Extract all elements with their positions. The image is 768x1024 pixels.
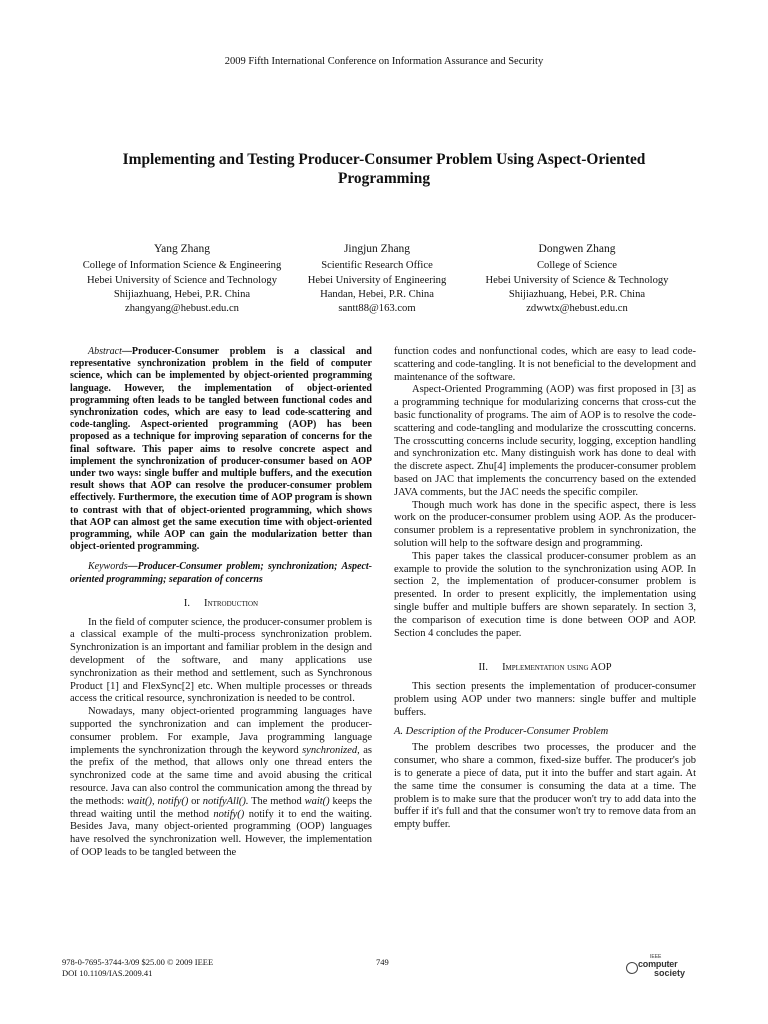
section-title: Implementation using AOP [502, 662, 612, 674]
section-heading-introduction [70, 598, 372, 611]
impl-paragraph-1: This section presents the implementation of producer-consumer problem using AOP under two manners: single buffer and multiple buffers. [394, 681, 696, 718]
author-block [62, 242, 702, 316]
author-email: zhangyang@hebust.edu.cn [125, 303, 239, 315]
logo-icon [626, 962, 638, 974]
logo-text-top: IEEE [650, 954, 662, 960]
text-run: or [188, 795, 203, 807]
keywords-label: Keywords [88, 561, 128, 573]
author-3 [452, 242, 702, 316]
abstract [70, 346, 372, 553]
author-location: Shijiazhuang, Hebei, P.R. China [113, 288, 251, 300]
intro-paragraph-5: This paper takes the classical producer-consumer problem as an example to provide the solution to the synchronization using AOP. In section 2, the implementation of producer-consumer problem is presented. In order to present explicitly, the implementation using single buffer and multiple buffers are shown separately. In section 3, the comparison of execution time is done between OOP and AOP. Section 4 concludes the paper. [394, 550, 696, 639]
paper-title: Implementing and Testing Producer-Consumer Problem Using Aspect-Oriented Programming [122, 151, 646, 187]
intro-paragraph-3: Aspect-Oriented Programming (AOP) was first proposed in [3] as a programming technique for modularizing concerns that cross-cut the basic functionality of programs. The aim of AOP is to resolve the code-scattering and code-tangling and modularize the crosscutting concerns. The crosscutting concerns include security, logging, exception handling and synchronization etc. Many distinguish work has done to deal with the discrete aspect. Zhu[4] implements the producer-consumer problem based on JAC that implements the concurrency based on the extended JAVA comments, but the JAC needs the specific compiler. [394, 384, 696, 498]
page-number: 749 [376, 957, 389, 967]
author-name: Dongwen Zhang [538, 243, 616, 255]
author-email: santt88@163.com [338, 303, 416, 315]
abstract-label: Abstract [88, 346, 122, 357]
keywords [70, 561, 372, 585]
text-run: notify it to end the waiting. Besides Java, many object-oriented programming (OOP) languages have resolved the synchronization well. However, the implementation of OOP leads to be tangled between the [70, 808, 372, 858]
logo-text-line1: computer [638, 959, 678, 969]
conference-header: 2009 Fifth International Conference on Information Assurance and Security [224, 56, 544, 67]
code-method: wait() [304, 795, 330, 807]
code-method: notify() [213, 808, 245, 820]
author-name: Yang Zhang [153, 243, 210, 255]
author-institution: Hebei University of Science and Technology [87, 274, 277, 286]
keywords-text: —Producer-Consumer problem; synchronization; Aspect-oriented programming; separation of concerns [70, 561, 372, 585]
author-location: Shijiazhuang, Hebei, P.R. China [508, 288, 646, 300]
left-column [70, 346, 372, 860]
text-run: The method [248, 795, 305, 807]
footer-isbn: 978-0-7695-3744-3/09 $25.00 © 2009 IEEE [62, 957, 214, 967]
section-number: I. [183, 597, 191, 609]
section-title: Introduction [204, 597, 259, 609]
footer-doi: DOI 10.1109/IAS.2009.41 [62, 968, 153, 978]
author-name: Jingjun Zhang [343, 243, 411, 255]
logo-text-line2: society [654, 968, 686, 978]
code-method: notify() [157, 795, 189, 807]
author-institution: Hebei University of Science & Technology [485, 274, 669, 286]
section-heading-implementation [394, 662, 696, 675]
intro-paragraph-4: Though much work has done in the specific aspect, there is less work on the producer-consumer problem using AOP. As the producer-consumer problem is a representative problem in synchronization, the solution will help to the software design and programming. [394, 499, 696, 549]
section-number: II. [478, 662, 489, 674]
author-location: Handan, Hebei, P.R. China [320, 288, 434, 300]
author-affiliation: College of Science [536, 260, 617, 272]
abstract-text: —Producer-Consumer problem is a classical and representative synchronization problem in the field of computer science, which can be implemented by object-oriented programming language. However, the implementation of object-oriented programming often leads to be tangled between functional codes and synchronization codes, which are easy to lead code-scattering and code-tangling. Aspect-oriented programming (AOP) has been proposed as a technique for improving separation of concerns for the final software. This paper aims to resolve concrete aspect and implement the synchronization of producer-consumer based on AOP under two ways: single buffer and multiple buffers, and the execution result shows that AOP can resolve the producer-consumer problem effectively. Furthermore, the execution time of AOP program is shown to contrast with that of object-oriented programming, which shows that AOP can almost get the same execution time with object-oriented programming, while AOP can gain the modularization better than object-oriented programming. [70, 346, 372, 553]
author-2 [302, 242, 452, 316]
footer-copyright [62, 957, 213, 979]
text-run: keeps the thread waiting until the method [70, 795, 372, 820]
right-column [394, 346, 696, 832]
ieee-computer-society-logo [624, 954, 694, 980]
intro-paragraph-1: In the field of computer science, the producer-consumer problem is a classical example of the multi-process synchronization problem. Synchronization is an important and familiar problem in the design and development of the software, and many applications use synchronization as their method and settlement, such as Synchronous Product [1] and FlexSync[2] etc. When multiple processes or threads access the critical resource, synchronization is needed to be control. [70, 616, 372, 705]
author-email: zdwwtx@hebust.edu.cn [526, 303, 628, 315]
author-1 [62, 242, 302, 316]
text-run: as the prefix of the method, that allows only one thread enters the synchronized code at the same time and avoid abusing the critical resource. Java can also control the communication among the thread by the methods: [70, 744, 372, 807]
subsection-heading: A. Description of the Producer-Consumer Problem [394, 725, 609, 737]
author-affiliation: Scientific Research Office [321, 260, 433, 272]
code-method: wait(), [126, 795, 155, 807]
author-affiliation: College of Information Science & Engineering [82, 260, 282, 272]
code-method: notifyAll(). [202, 795, 249, 807]
code-keyword: synchronized, [302, 744, 360, 756]
impl-paragraph-2: The problem describes two processes, the producer and the consumer, who share a common, fixed-size buffer. The producer's job is to generate a piece of data, put it into the buffer and start again. At the same time the consumer is consuming the data at a time. The problem is to make sure that the producer won't try to add data into the buffer if it's full and that the consumer won't try to remove data from an empty buffer. [394, 742, 696, 831]
text-run: Nowadays, many object-oriented programming languages have supported the synchronization and can implement the producer-consumer problem. For example, Java programming language implements the synchronization through the keyword [70, 706, 372, 756]
author-institution: Hebei University of Engineering [307, 274, 447, 286]
intro-paragraph-2-continued: function codes and nonfunctional codes, which are easy to lead code-scattering and code-tangling. It is not beneficial to the development and maintenance of the software. [394, 346, 696, 383]
intro-paragraph-2 [70, 706, 372, 860]
